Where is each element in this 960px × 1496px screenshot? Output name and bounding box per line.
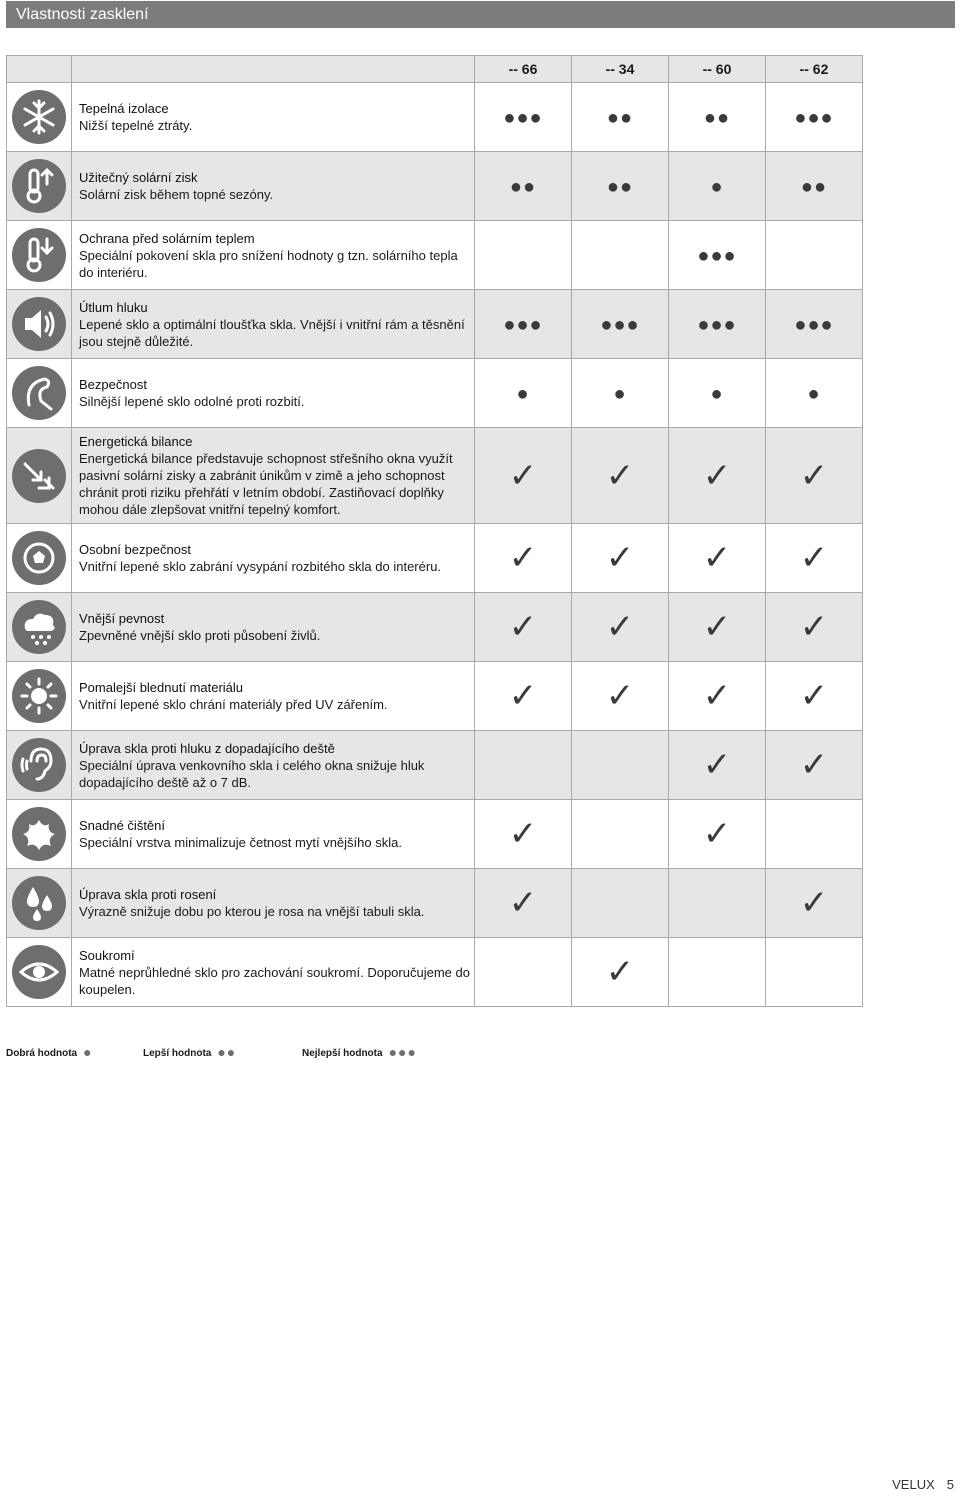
- property-description: Nižší tepelné ztráty.: [79, 118, 193, 133]
- rating-cell: [475, 662, 572, 731]
- table-row: [7, 359, 863, 428]
- table-row: [7, 524, 863, 593]
- rating-dots: ●●●: [600, 314, 640, 336]
- rating-cell: [475, 290, 572, 359]
- check-icon: ✓: [605, 952, 635, 992]
- property-description: Zpevněné vnější sklo proti působení živlů.: [79, 628, 321, 643]
- check-icon: ✓: [605, 455, 635, 496]
- rating-cell: [475, 152, 572, 221]
- check-icon: ✓: [508, 814, 538, 854]
- rating-dots: ●: [710, 383, 724, 405]
- property-description-cell: [72, 428, 475, 524]
- rating-cell: [766, 938, 863, 1007]
- column-header: -- 66: [475, 56, 572, 83]
- table-row: [7, 221, 863, 290]
- check-icon: ✓: [702, 607, 732, 647]
- speaker-icon: [11, 296, 67, 352]
- rating-dots: ●●●: [697, 314, 737, 336]
- property-title: Ochrana před solárním teplem: [79, 230, 255, 246]
- rating-dots: ●: [807, 383, 821, 405]
- property-title: Úprava skla proti hluku z dopadajícího deště: [79, 740, 335, 756]
- energy-arrows-icon: [11, 448, 67, 504]
- property-description-cell: [72, 524, 475, 593]
- rating-cell: [766, 593, 863, 662]
- property-description: Energetická bilance představuje schopnost střešního okna využít pasivní solární zisky a zabránit únikům v zimě a jeho schopnost chránit proti riziku přehřátí v letním období. Zastiňovací doplňky mohou dále zlepšovat vnitřní tepelný komfort.: [79, 451, 453, 517]
- ear-icon: [11, 737, 67, 793]
- property-description-cell: [72, 800, 475, 869]
- rating-cell: [572, 800, 669, 869]
- rating-dots: ●●●: [503, 314, 543, 336]
- rating-dots: ●●: [606, 107, 634, 129]
- rating-cell: [669, 152, 766, 221]
- property-title: Energetická bilance: [79, 434, 193, 449]
- property-title: Bezpečnost: [79, 377, 147, 392]
- table-row: [7, 593, 863, 662]
- check-icon: ✓: [605, 676, 635, 716]
- check-icon: ✓: [799, 607, 829, 647]
- legend-item-best: Nejlepší hodnota ●●●: [302, 1044, 417, 1060]
- check-icon: ✓: [702, 676, 732, 716]
- icon-cell: [7, 359, 72, 428]
- icon-cell: [7, 152, 72, 221]
- property-title: Útlum hluku: [79, 299, 148, 315]
- rating-cell: [669, 593, 766, 662]
- rating-cell: [475, 800, 572, 869]
- property-description: Výrazně snižuje dobu po kterou je rosa na vnější tabuli skla.: [79, 904, 425, 919]
- rating-cell: [766, 800, 863, 869]
- property-description: Vnitřní lepené sklo zabrání vysypání rozbitého skla do interéru.: [79, 559, 442, 574]
- property-description-cell: [72, 221, 475, 290]
- glazing-properties-table: [6, 55, 863, 1007]
- column-header: -- 60: [669, 56, 766, 83]
- thermometer-down-icon: [11, 227, 67, 283]
- rating-cell: [669, 869, 766, 938]
- rating-cell: [766, 290, 863, 359]
- property-title: Soukromí: [79, 947, 135, 963]
- table-row: [7, 428, 863, 524]
- rating-dots: ●●: [800, 176, 828, 198]
- page-title: Vlastnosti zasklení: [6, 1, 955, 28]
- brand-name: VELUX: [892, 1477, 935, 1492]
- check-icon: ✓: [508, 883, 538, 923]
- check-icon: ✓: [508, 455, 538, 496]
- legend-item-better: Lepší hodnota ●●: [143, 1044, 237, 1060]
- rating-cell: [475, 359, 572, 428]
- table-row: [7, 152, 863, 221]
- rating-dots: ●: [613, 383, 627, 405]
- check-icon: ✓: [702, 538, 732, 578]
- property-description-cell: [72, 152, 475, 221]
- rating-dots: ●●: [703, 107, 731, 129]
- rating-cell: [669, 800, 766, 869]
- property-description: Vnitřní lepené sklo chrání materiály před UV zářením.: [79, 697, 388, 712]
- rating-dots: ●: [710, 176, 724, 198]
- property-description-cell: [72, 593, 475, 662]
- rating-dots: ●●: [509, 176, 537, 198]
- rating-cell: [475, 869, 572, 938]
- rating-cell: [766, 83, 863, 152]
- rating-dots: ●●●: [794, 314, 834, 336]
- rating-dots: ●●●: [794, 107, 834, 129]
- rating-cell: [572, 662, 669, 731]
- header-empty-cell: [7, 56, 72, 83]
- security-hook-icon: [11, 365, 67, 421]
- header-empty-cell: [72, 56, 475, 83]
- property-description: Lepené sklo a optimální tloušťka skla. Vnější i vnitřní rám a těsnění jsou stejně důležité.: [79, 316, 465, 349]
- rating-cell: [572, 869, 669, 938]
- splash-icon: [11, 806, 67, 862]
- rating-cell: [669, 428, 766, 524]
- table-row: [7, 662, 863, 731]
- cloud-hail-icon: [11, 599, 67, 655]
- drops-icon: [11, 875, 67, 931]
- property-description: Speciální pokovení skla pro snížení hodnoty g tzn. solárního tepla do interiéru.: [79, 247, 458, 280]
- icon-cell: [7, 662, 72, 731]
- check-icon: ✓: [702, 745, 732, 785]
- check-icon: ✓: [605, 607, 635, 647]
- rating-cell: [475, 83, 572, 152]
- icon-cell: [7, 428, 72, 524]
- property-description-cell: [72, 359, 475, 428]
- rating-cell: [766, 359, 863, 428]
- check-icon: ✓: [702, 814, 732, 854]
- rating-cell: [475, 524, 572, 593]
- check-icon: ✓: [799, 676, 829, 716]
- table-row: [7, 731, 863, 800]
- property-description: Solární zisk během topné sezóny.: [79, 187, 274, 202]
- rating-dots: ●: [516, 383, 530, 405]
- property-description: Matné neprůhledné sklo pro zachování soukromí. Doporučujeme do koupelen.: [79, 964, 470, 997]
- rating-cell: [475, 593, 572, 662]
- rating-cell: [475, 938, 572, 1007]
- table-row: [7, 869, 863, 938]
- property-description-cell: [72, 869, 475, 938]
- property-description: Speciální vrstva minimalizuje četnost mytí vnějšího skla.: [79, 835, 402, 850]
- rating-cell: [669, 938, 766, 1007]
- rating-cell: [669, 221, 766, 290]
- sun-icon: [11, 668, 67, 724]
- check-icon: ✓: [605, 538, 635, 578]
- property-description: Speciální úprava venkovního skla i celého okna snižuje hluk dopadajícího deště až o 7 dB.: [79, 757, 425, 790]
- rating-cell: [766, 731, 863, 800]
- rating-cell: [669, 662, 766, 731]
- rating-cell: [572, 152, 669, 221]
- property-title: Užitečný solární zisk: [79, 170, 198, 185]
- icon-cell: [7, 938, 72, 1007]
- thermometer-up-icon: [11, 158, 67, 214]
- property-description-cell: [72, 731, 475, 800]
- rating-cell: [475, 221, 572, 290]
- rating-cell: [572, 731, 669, 800]
- check-icon: ✓: [799, 455, 829, 496]
- icon-cell: [7, 800, 72, 869]
- rating-cell: [669, 731, 766, 800]
- eye-icon: [11, 944, 67, 1000]
- check-icon: ✓: [799, 538, 829, 578]
- football-icon: [11, 530, 67, 586]
- property-title: Osobní bezpečnost: [79, 542, 192, 557]
- check-icon: ✓: [799, 745, 829, 785]
- property-description-cell: [72, 83, 475, 152]
- rating-dots: ●●: [606, 176, 634, 198]
- rating-cell: [475, 731, 572, 800]
- property-title: Pomalejší blednutí materiálu: [79, 680, 244, 695]
- property-description-cell: [72, 938, 475, 1007]
- legend-item-good: Dobrá hodnota ●: [6, 1044, 93, 1060]
- check-icon: ✓: [702, 455, 732, 496]
- icon-cell: [7, 83, 72, 152]
- rating-cell: [766, 428, 863, 524]
- page-footer: [892, 1477, 954, 1492]
- table-row: [7, 290, 863, 359]
- property-title: Vnější pevnost: [79, 611, 165, 626]
- page-number: 5: [946, 1477, 954, 1492]
- column-header: -- 62: [766, 56, 863, 83]
- table-header-row: [7, 56, 863, 83]
- property-title: Tepelná izolace: [79, 101, 169, 116]
- rating-cell: [572, 938, 669, 1007]
- property-title: Úprava skla proti rosení: [79, 887, 217, 902]
- rating-dots: ●●●: [503, 107, 543, 129]
- icon-cell: [7, 221, 72, 290]
- check-icon: ✓: [508, 607, 538, 647]
- rating-dots: ●●●: [697, 245, 737, 267]
- table-row: [7, 800, 863, 869]
- table-row: [7, 938, 863, 1007]
- icon-cell: [7, 524, 72, 593]
- rating-cell: [572, 290, 669, 359]
- rating-cell: [572, 83, 669, 152]
- rating-cell: [572, 524, 669, 593]
- icon-cell: [7, 869, 72, 938]
- icon-cell: [7, 593, 72, 662]
- rating-cell: [766, 221, 863, 290]
- rating-cell: [572, 221, 669, 290]
- property-description-cell: [72, 290, 475, 359]
- rating-cell: [669, 83, 766, 152]
- check-icon: ✓: [508, 538, 538, 578]
- icon-cell: [7, 290, 72, 359]
- rating-cell: [572, 593, 669, 662]
- rating-cell: [572, 359, 669, 428]
- rating-cell: [669, 524, 766, 593]
- property-description: Silnější lepené sklo odolné proti rozbití.: [79, 394, 305, 409]
- icon-cell: [7, 731, 72, 800]
- rating-cell: [669, 290, 766, 359]
- rating-cell: [766, 524, 863, 593]
- rating-cell: [766, 869, 863, 938]
- check-icon: ✓: [799, 883, 829, 923]
- property-title: Snadné čištění: [79, 818, 166, 833]
- column-header: -- 34: [572, 56, 669, 83]
- rating-cell: [572, 428, 669, 524]
- rating-cell: [766, 662, 863, 731]
- rating-cell: [669, 359, 766, 428]
- check-icon: ✓: [508, 676, 538, 716]
- rating-cell: [766, 152, 863, 221]
- rating-cell: [475, 428, 572, 524]
- table-row: [7, 83, 863, 152]
- property-description-cell: [72, 662, 475, 731]
- snowflake-icon: [11, 89, 67, 145]
